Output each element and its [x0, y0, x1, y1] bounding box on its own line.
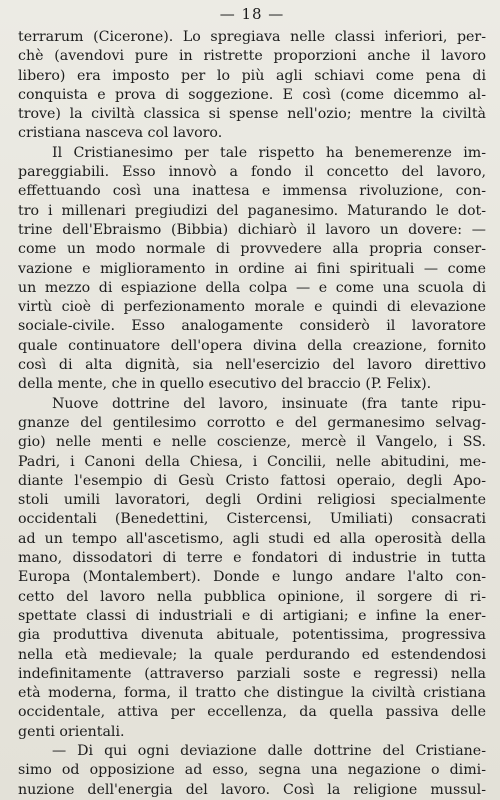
text-line: pareggiabili. Esso innovò a fondo il concetto del lavoro, — [18, 164, 486, 181]
paragraph-1 — [18, 28, 486, 144]
text-line: indefinitamente (attraverso parziali soste e regressi) nella — [18, 665, 486, 682]
text-line: occidentali (Benedettini, Cistercensi, Umiliati) consacrati — [18, 511, 486, 528]
text-line: età moderna, forma, il tratto che distingue la civiltà cristiana — [18, 685, 486, 702]
text-line: diante l'esempio di Gesù Cristo fattosi operaio, degli Apo- — [18, 472, 486, 489]
page-number: — 18 — — [219, 5, 285, 23]
text-line: mano, dissodatori di terre e fondatori di industrie in tutta — [18, 550, 486, 567]
text-line: gio) nelle menti e nelle coscienze, mercè il Vangelo, i SS. — [18, 434, 486, 451]
text-line: stoli umili lavoratori, degli Ordini religiosi specialmente — [18, 492, 486, 509]
text-line: simo od opposizione ad esso, segna una negazione o dimi- — [18, 762, 486, 779]
text-line: virtù cioè di perfezionamento morale e quindi di elevazione — [18, 299, 486, 316]
text-line: ad un tempo all'ascetismo, agli studi ed alla operosità della — [18, 530, 486, 547]
text-line: Il Cristianesimo per tale rispetto ha benemerenze im- — [52, 144, 486, 161]
text-line: tro i millenari pregiudizi del paganesimo. Maturando le dot- — [18, 202, 486, 219]
text-line: Nuove dottrine del lavoro, insinuate (fra tante ripu- — [52, 395, 486, 412]
text-line: cetto del lavoro nella pubblica opinione, il sorgere di ri- — [18, 588, 486, 605]
text-line: un mezzo di espiazione della colpa — e come una scuola di — [18, 279, 486, 296]
text-line: nella età medievale; la quale perdurando ed estendendosi — [18, 646, 486, 663]
text-line: — Di qui ogni deviazione dalle dottrine del Cristiane- — [52, 742, 486, 759]
paragraph-2 — [18, 144, 486, 395]
text-line: trove) la civiltà classica si spense nell'ozio; mentre la civiltà — [18, 106, 486, 123]
text-line: conquista e prova di soggezione. E così (come dicemmo al- — [18, 86, 486, 103]
text-line: Europa (Montalembert). Donde e lungo andare l'alto con- — [18, 569, 486, 586]
text-line: terrarum (Cicerone). Lo spregiava nelle classi inferiori, per- — [18, 29, 486, 45]
paragraph-4 — [18, 742, 486, 800]
text-line: della mente, che in quello esecutivo del braccio (P. Felix). — [18, 376, 432, 393]
text-line: spettate classi di industriali e di artigiani; e infine la ener- — [18, 607, 486, 624]
text-line: trine dell'Ebraismo (Bibbia) dichiarò il lavoro un dovere: — — [18, 221, 486, 238]
text-line: Padri, i Canoni della Chiesa, i Concilii, nelle abitudini, me- — [18, 453, 486, 470]
text-line: effettuando così una inattesa e immensa rivoluzione, con- — [18, 183, 486, 200]
body-text — [18, 28, 486, 800]
text-line: genti orientali. — [18, 723, 125, 740]
text-line: gia produttiva divenuta abituale, potentissima, progressiva — [18, 627, 486, 644]
text-line: cristiana nasceva col lavoro. — [18, 125, 223, 142]
text-line: sociale-civile. Esso analogamente considerò il lavoratore — [18, 318, 486, 335]
text-line: chè (avendovi pure in ristrette proporzioni anche il lavoro — [18, 48, 486, 65]
text-line: occidentale, attiva per eccellenza, da quella passiva delle — [18, 704, 486, 721]
text-line: come un modo normale di provvedere alla propria conser- — [18, 241, 486, 258]
text-line: libero) era imposto per lo più agli schiavi come pena di — [18, 67, 486, 84]
text-line: così di alta dignità, sia nell'esercizio del lavoro direttivo — [18, 357, 486, 374]
text-line: vazione e miglioramento in ordine ai fini spirituali — come — [18, 260, 486, 277]
text-line: quale continuatore dell'opera divina della creazione, fornito — [18, 337, 486, 354]
text-line: gnanze del gentilesimo corrotto e del germanesimo selvag- — [18, 414, 486, 431]
text-line: nuzione dell'energia del lavoro. Così la religione mussul- — [18, 781, 486, 798]
paragraph-3 — [18, 395, 486, 742]
